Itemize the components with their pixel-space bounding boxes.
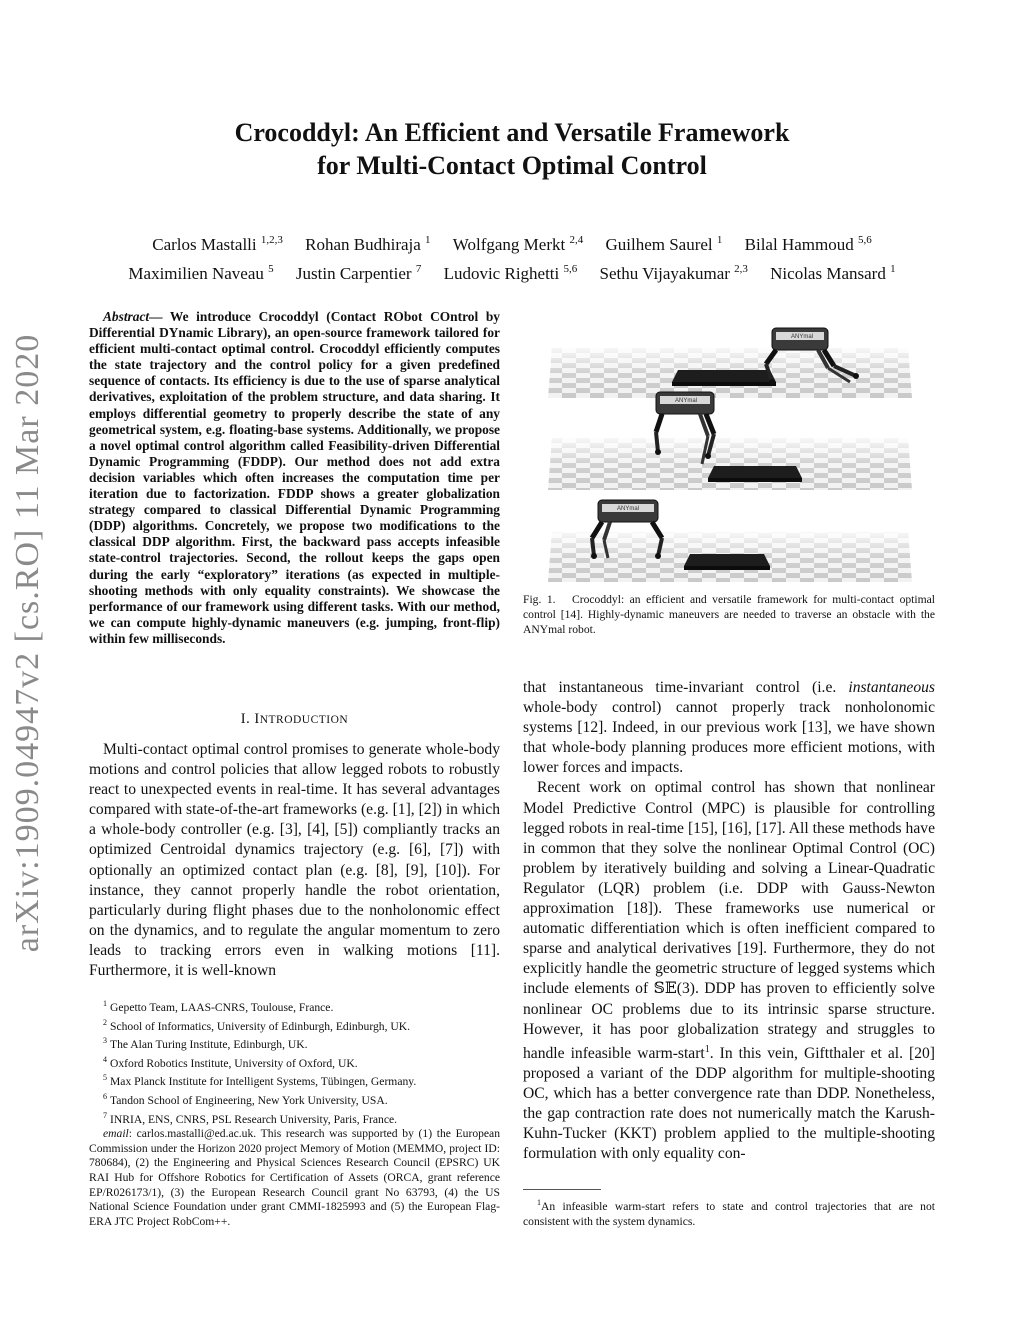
author: Nicolas Mansard $^1$	[770, 263, 896, 283]
introduction-paragraph: Multi-contact optimal control promises to generate whole-body motions and control policies that allow legged robots to robustly react to unexpected events in real-time. It has several advantages compared with state-of-the-art frameworks (e.g. [1], [2]) in which a whole-body controller (e.g. [3], [4], [5]) compliantly tracks an optimized Centroidal dynamics trajectory (e.g. [6], [7]) with optionally an optimized contact plan (e.g. [8], [9], [10]). For instance, they cannot properly handle the robot orientation, particularly during flight phases due to the nonholonomic effect on the dynamics, and to regulate the angular momentum to zero leads to tracking errors even in walking motions [11]. Furthermore, it is well-known	[89, 741, 500, 980]
footnote: $^1$ Gepetto Team, LAAS-CNRS, Toulouse, France.	[103, 999, 334, 1014]
robot-label: ANYmal	[616, 506, 640, 512]
author: Justin Carpentier $^7$	[295, 263, 422, 283]
affiliation-footnotes	[89, 997, 500, 1229]
title-line-2: for Multi-Contact Optimal Control	[317, 151, 707, 180]
author: Maximilien Naveau $^5$	[128, 263, 274, 283]
footnote: $^5$ Max Planck Institute for Intelligent Systems, Tübingen, Germany.	[103, 1073, 417, 1089]
footnote: $^6$ Tandon School of Engineering, New York University, USA.	[103, 1091, 388, 1107]
title-line-1: Crocoddyl: An Efficient and Versatile Framework	[234, 118, 790, 147]
footnote: $^2$ School of Informatics, University of Edinburgh, Edinburgh, UK.	[103, 1017, 411, 1033]
arxiv-side-stamp: arXiv:1909.04947v2 [cs.RO] 11 Mar 2020	[9, 333, 46, 953]
figure-1-caption: Fig. 1. Crocoddyl: an efficient and versatile framework for multi-contact optimal control [14]. Highly-dynamic maneuvers are needed to traverse an obstacle with the ANYmal robot.	[523, 593, 935, 636]
author: Guilhem Saurel $^1$	[605, 234, 723, 254]
author: Sethu Vijayakumar $^{2,3}$	[599, 263, 748, 283]
warm-start-footnote: $^1$An infeasible warm-start refers to state and control trajectories that are not consistent with the system dynamics.	[523, 1198, 935, 1228]
scene-panel-1	[548, 328, 912, 398]
author: Ludovic Righetti $^{5,6}$	[443, 263, 578, 283]
abstract-label: Abstract	[103, 309, 150, 324]
robot-label: ANYmal	[790, 334, 814, 340]
paragraph: Recent work on optimal control has shown that nonlinear Model Predictive Control (MPC) is plausible for controlling legged robots in real-time [15], [16], [17]. All these methods have in common that they solve the nonlinear Optimal Control (OC) problem by iteratively building and solving a Linear-Quadratic Regulator (LQR) problem (i.e. DDP with Gauss-Newton approximation [18]). These frameworks use numerical or automatic differentiation which is often inefficient compared to sparse and analytical derivatives [19]. Furthermore, they do not explicitly handle the geometric structure of legged systems which include elements of 𝕊𝔼(3). DDP has proven to efficiently solve nonlinear OC problems due to its intrinsic sparse structure. However, it has poor globalization strategy and struggles to handle infeasible warm-start$^1$. In this vein, Giftthaler et al. [20] proposed a variant of the DDP algorithm for multiple-shooting OC, which has a better convergence rate than DDP. Nonetheless, the gap contraction rate does not numerically match the Karush-Kuhn-Tucker (KKT) problem applied to the multiple-shooting formulation with only equality con-	[523, 779, 935, 1163]
scene-panel-2	[548, 392, 912, 490]
footnote-rule	[523, 1189, 601, 1190]
paragraph: that instantaneous time-invariant control (i.e. instantaneous whole-body control) cannot properly track nonholonomic systems [12]. Indeed, in our previous work [13], we have shown that whole-body planning produces more efficient motions, with lower forces and impacts.	[523, 679, 935, 777]
author-row-2	[60, 257, 964, 286]
footnote: $^4$ Oxford Robotics Institute, University of Oxford, UK.	[103, 1054, 358, 1070]
right-column-text	[523, 678, 935, 1164]
abstract-text: — We introduce Crocoddyl (Contact RObot COntrol by Differential DYnamic Library), an open-source framework tailored for efficient multi-contact optimal control. Crocoddyl efficiently computes the state trajectory and the control policy for a given predefined sequence of contacts. Its efficiency is due to the use of sparse analytical derivatives, exploitation of the problem structure, and data sharing. It employs differential geometry to properly describe the state of any geometrical system, e.g. floating-base systems. Additionally, we propose a novel optimal control algorithm called Feasibility-driven Differential Dynamic Programming (FDDP). Our method does not add extra decision variables which often increases the computation time per iteration due to factorization. FDDP shows a greater globalization strategy compared to classical Differential Dynamic Programming (DDP) algorithms. Concretely, we propose two modifications to the classical DDP algorithm. First, the backward pass accepts infeasible state-control trajectories. Second, the rollout keeps the gaps open during the early “exploratory” iterations (as expected in multiple-shooting methods with only equality constraints). We showcase the performance of our framework using different tasks. With our method, we can compute highly-dynamic maneuvers (e.g. jumping, front-flip) within few milliseconds.	[89, 309, 500, 646]
abstract	[89, 309, 500, 647]
figure-1-anymal-renders	[548, 318, 912, 586]
author-list	[60, 228, 964, 286]
footnote: $^7$ INRIA, ENS, CNRS, PSL Research University, Paris, France.	[103, 1110, 398, 1126]
section-heading-introduction: I. INTRODUCTION	[240, 711, 349, 727]
email-funding-note: email: carlos.mastalli@ed.ac.uk. This research was supported by (1) the European Commission under the Horizon 2020 project Memory of Motion (MEMMO, project ID: 780684), (2) the Engineering and Physical Sciences Research Council (EPSRC) UK RAI Hub for Offshore Robotics for Certification of Assets (ORCA, grant reference EP/R026173/1), (3) the European Research Council grant No 63793, (4) the US National Science Foundation under grant CMMI-1825993 and (5) the European Flag-ERA JTC Project RobCom++.	[89, 1127, 500, 1228]
footnote: $^3$ The Alan Turing Institute, Edinburgh, UK.	[103, 1036, 308, 1052]
author-row-1	[60, 228, 964, 257]
robot-label: ANYmal	[674, 398, 698, 404]
author: Wolfgang Merkt $^{2,4}$	[452, 234, 584, 254]
author: Bilal Hammoud $^{5,6}$	[744, 234, 872, 254]
author: Rohan Budhiraja $^1$	[305, 234, 431, 254]
author: Carlos Mastalli $^{1,2,3}$	[152, 234, 283, 254]
scene-panel-3	[548, 500, 912, 582]
paper-title	[140, 116, 884, 182]
